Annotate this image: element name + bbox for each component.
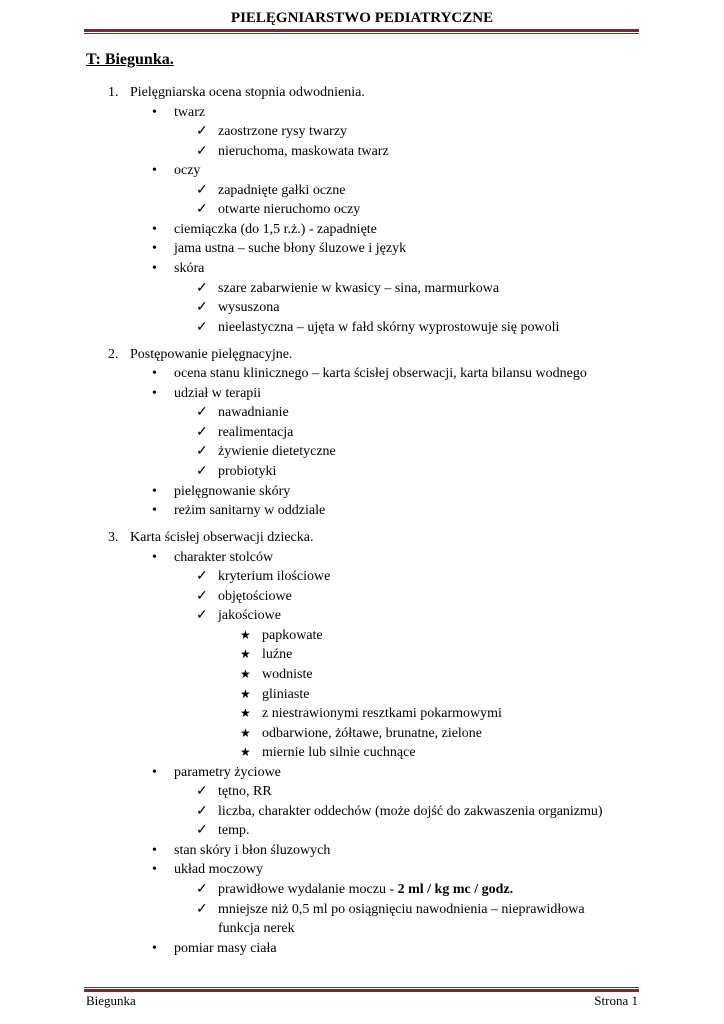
bullet-icon: • — [152, 221, 157, 237]
bullet-icon: • — [152, 104, 157, 120]
emphasis-text: 2 ml / kg mc / godz. — [397, 882, 514, 897]
list-item-label: wodniste — [262, 666, 313, 682]
list-item-label: ocena stanu klinicznego – karta ścisłej obserwacji, karta bilansu wodnego — [174, 366, 587, 382]
star-icon: ★ — [240, 745, 251, 760]
list-item-label: reżim sanitarny w oddziale — [174, 503, 326, 519]
list-item-label: nieruchoma, maskowata twarz — [218, 143, 389, 159]
check-icon: ✓ — [196, 803, 208, 819]
check-icon: ✓ — [196, 588, 208, 604]
footer-left-text: Biegunka — [86, 993, 136, 1008]
list-item-label: stan skóry i błon śluzowych — [174, 842, 331, 858]
header-title: PIELĘGNIARSTWO PEDIATRYCZNE — [230, 10, 494, 26]
list-item-text — [218, 607, 281, 624]
check-icon: ✓ — [196, 319, 208, 335]
check-icon: ✓ — [196, 143, 208, 159]
list-item-text — [174, 240, 406, 257]
list-item-text — [262, 627, 323, 644]
document-title: T: Biegunka. — [86, 51, 174, 68]
bullet-icon: • — [152, 940, 157, 956]
list-item-label: Postępowanie pielęgnacyjne. — [130, 346, 293, 362]
list-item-label: jakościowe — [218, 608, 281, 624]
check-icon: ✓ — [196, 405, 208, 421]
list-item-text — [174, 162, 200, 179]
list-item-text — [218, 588, 292, 605]
list-item-text — [262, 666, 313, 683]
footer-right-text: Strona 1 — [594, 993, 638, 1008]
list-item-text — [218, 783, 272, 800]
list-item-text — [218, 123, 347, 140]
list-item-text — [218, 443, 336, 460]
list-item-label: nieelastyczna – ujęta w fałd skórny wyprostowuje się powoli — [218, 319, 560, 335]
list-item-text — [262, 686, 309, 703]
list-item-text — [218, 319, 559, 336]
list-item-text — [174, 940, 277, 957]
check-icon: ✓ — [196, 608, 208, 624]
bullet-icon: • — [152, 385, 157, 401]
list-item-label: luźne — [262, 647, 293, 663]
star-icon: ★ — [240, 647, 251, 662]
list-item-label: pomiar masy ciała — [174, 940, 277, 956]
bullet-icon: • — [152, 366, 157, 382]
check-icon: ✓ — [196, 182, 208, 198]
check-icon: ✓ — [196, 424, 208, 440]
list-item-label: prawidłowe wydalanie moczu - — [218, 882, 398, 897]
list-number: 2. — [108, 346, 119, 362]
list-item-text — [218, 280, 499, 297]
bullet-icon: • — [152, 261, 157, 276]
bullet-icon: • — [152, 842, 157, 858]
list-item-label: pielęgnowanie skóry — [174, 483, 291, 499]
list-item-label: papkowate — [262, 627, 323, 643]
list-item-label: probiotyki — [218, 464, 277, 479]
list-item-text — [218, 201, 360, 218]
list-item-label: z niestrawionymi resztkami pokarmowymi — [262, 706, 502, 721]
list-item-text — [262, 646, 292, 663]
list-item-label: skóra — [174, 261, 205, 276]
bullet-icon: • — [152, 764, 157, 780]
list-item-label: miernie lub silnie cuchnące — [262, 745, 416, 761]
list-item-label: nawadnianie — [218, 405, 289, 421]
list-item-label: odbarwione, żółtawe, brunatne, zielone — [262, 725, 483, 741]
list-number: 3. — [108, 530, 119, 546]
star-icon: ★ — [240, 666, 251, 681]
list-item-label: oczy — [174, 163, 201, 179]
list-item-text — [174, 365, 587, 382]
check-icon: ✓ — [196, 280, 208, 296]
list-item-label: szare zabarwienie w kwasicy – sina, marmurkowa — [218, 280, 500, 296]
list-item-label: mniejsze niż 0,5 ml po osiągnięciu nawodnienia – nieprawidłowa — [218, 901, 585, 917]
bullet-icon: • — [152, 163, 157, 179]
list-item-text — [218, 404, 289, 421]
list-item-label: zapadnięte gałki oczne — [218, 182, 346, 198]
list-item-label: wysuszona — [218, 300, 280, 316]
list-item-text — [174, 104, 205, 121]
list-item-label: układ moczowy — [174, 862, 264, 878]
bullet-icon: • — [152, 549, 157, 565]
list-item-label: gliniaste — [262, 686, 310, 702]
bullet-icon: • — [152, 241, 157, 257]
list-item-text — [218, 881, 513, 898]
star-icon: ★ — [240, 725, 251, 740]
star-icon: ★ — [240, 627, 251, 642]
check-icon: ✓ — [196, 823, 208, 839]
list-item-label: kryterium ilościowe — [218, 569, 331, 585]
list-item-label: realimentacja — [218, 424, 294, 440]
star-icon: ★ — [240, 686, 251, 701]
check-icon: ✓ — [196, 784, 208, 800]
list-item-text — [218, 901, 585, 918]
check-icon: ✓ — [196, 202, 208, 218]
bullet-icon: • — [152, 503, 157, 519]
list-item-label: funkcja nerek — [218, 921, 295, 937]
list-item-text — [218, 803, 603, 820]
list-item-text — [218, 143, 389, 160]
list-number: 1. — [108, 85, 119, 100]
list-item-label: zaostrzone rysy twarzy — [218, 124, 348, 140]
list-item-label: otwarte nieruchomo oczy — [218, 202, 361, 218]
footer-rule — [84, 987, 639, 992]
check-icon: ✓ — [196, 124, 208, 140]
list-item-text — [130, 529, 313, 546]
header-rule — [84, 29, 639, 34]
list-item-text — [174, 221, 377, 238]
list-item-label: liczba, charakter oddechów (może dojść do zakwaszenia organizmu) — [218, 803, 603, 819]
check-icon: ✓ — [196, 882, 208, 897]
list-item-text — [174, 842, 330, 859]
list-item-label: objętościowe — [218, 588, 292, 604]
list-item-text — [174, 861, 263, 878]
check-icon: ✓ — [196, 300, 208, 316]
list-item-text — [262, 725, 482, 742]
list-item-label: udział w terapii — [174, 385, 262, 401]
list-item-label: twarz — [174, 104, 206, 120]
list-item-label: charakter stolców — [174, 549, 274, 565]
list-item-text — [130, 346, 293, 363]
check-icon: ✓ — [196, 901, 208, 917]
list-item-label: temp. — [218, 823, 250, 839]
list-item-text — [218, 463, 276, 480]
list-item-text — [130, 84, 365, 101]
list-item-text — [218, 822, 250, 839]
check-icon: ✓ — [196, 464, 208, 479]
bullet-icon: • — [152, 483, 157, 499]
list-item-text — [218, 920, 295, 937]
bullet-icon: • — [152, 862, 157, 878]
list-item-label: jama ustna – suche błony śluzowe i język — [174, 241, 407, 257]
list-item-text — [174, 549, 273, 566]
list-item-label: żywienie dietetyczne — [218, 444, 336, 460]
list-item-label: Pielęgniarska ocena stopnia odwodnienia. — [130, 85, 365, 100]
list-item-text — [174, 385, 261, 402]
list-item-label: ciemiączka (do 1,5 r.ż.) - zapadnięte — [174, 221, 377, 237]
list-item-text — [174, 502, 325, 519]
list-item-text — [174, 764, 281, 781]
list-item-label: Karta ścisłej obserwacji dziecka. — [130, 530, 314, 546]
star-icon: ★ — [240, 706, 251, 720]
list-item-text — [174, 260, 204, 277]
list-item-label: tętno, RR — [218, 784, 272, 800]
list-item-text — [218, 568, 330, 585]
list-item-text — [174, 483, 290, 500]
check-icon: ✓ — [196, 569, 208, 585]
list-item-text — [218, 299, 279, 316]
list-item-text — [262, 705, 502, 722]
list-item-text — [262, 744, 416, 761]
list-item-text — [218, 424, 293, 441]
check-icon: ✓ — [196, 444, 208, 460]
list-item-text — [218, 182, 345, 199]
list-item-label: parametry życiowe — [174, 764, 281, 780]
